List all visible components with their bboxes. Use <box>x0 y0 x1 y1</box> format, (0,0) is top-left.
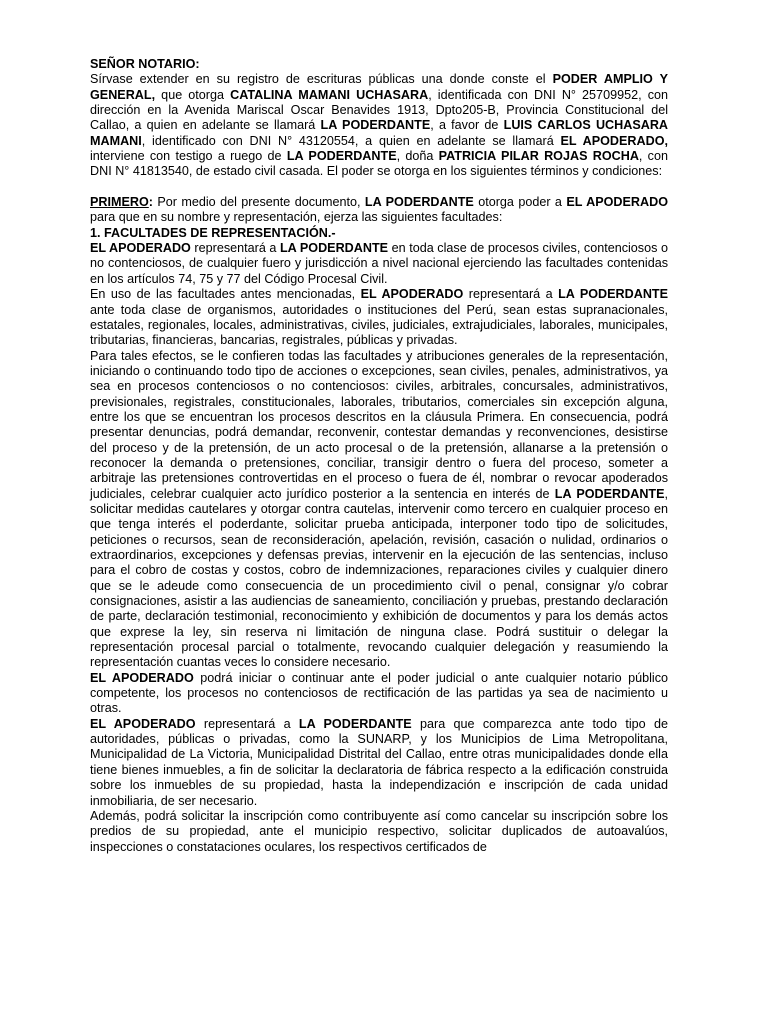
primero-label: PRIMERO <box>90 195 149 210</box>
intro-paragraph: Sírvase extender en su registro de escrituras públicas una donde conste el PODER AMPLIO Y GENERAL, que otorga CATALINA MAMANI UCHASARA, identificada con DNI N° 25709952, con dirección en la Avenida Mariscal Oscar Benavides 1913, Dpto205-B, Provincia Constitucional del Callao, a quien en adelante se llamará LA PODERDANTE, a favor de LUIS CARLOS UCHASARA MAMANI, identificado con DNI N° 43120554, a quien en adelante se llamará EL APODERADO, interviene con testigo a ruego de LA PODERDANTE, doña PATRICIA PILAR ROJAS ROCHA, con DNI N° 41813540, de estado civil casada. El poder se otorga en los siguientes términos y condiciones: <box>90 72 669 179</box>
document-page <box>90 57 668 855</box>
primero-paragraph: PRIMERO: Por medio del presente documento, LA PODERDANTE otorga poder a EL APODERADO para que en su nombre y representación, ejerza las siguientes facultades: <box>90 195 669 225</box>
paragraph-1: EL APODERADO representará a LA PODERDANTE en toda clase de procesos civiles, contenciosos o no contenciosos, de cualquier fuero y jurisdicción a nivel nacional ejerciendo las facultades contenidas en los artículos 74, 75 y 77 del Código Procesal Civil. <box>90 241 668 286</box>
paragraph-2: En uso de las facultades antes mencionadas, EL APODERADO representará a LA PODERDANTE ante toda clase de organismos, autoridades o instituciones del Perú, sean estas supranacionales, estatales, regionales, locales, administrativas, civiles, judiciales, extrajudiciales, laborales, municipales, tributarias, financieras, bancarias, registrales, públicas y privadas. <box>90 287 669 348</box>
salutation: SEÑOR NOTARIO: <box>90 57 200 71</box>
paragraph-5: EL APODERADO representará a LA PODERDANTE para que comparezca ante todo tipo de autoridades, públicas o privadas, como la SUNARP, y los Municipios de Lima Metropolitana, Municipalidad de La Victoria, Municipalidad Distrital del Callao, entre otras municipalidades donde ella tiene bienes inmuebles, a fin de solicitar la declaratoria de fábrica respecto a la edificación construida sobre los inmuebles de su propiedad, hasta la independización e inscripción de cada unidad inmobiliaria, de ser necesario. <box>90 716 668 808</box>
paragraph-3: Para tales efectos, se le confieren todas las facultades y atribuciones generales de la representación, iniciando o continuando todo tipo de acciones o excepciones, sean civiles, penales, administrativos, ya sea en procesos contenciosos o no contenciosos: civiles, arbitrales, concursales, administrativos, previsionales, registrales, constitucionales, laborales, tributarios, comerciales sin excepción alguna, entre los que se encuentran los procesos descritos en la cláusula Primera. En consecuencia, podrá presentar denuncias, podrá demandar, reconvenir, contestar demandas y reconvenciones, desistirse del proceso y de la pretensión, de un acto procesal o de la pretensión, allanarse a la pretensión o reconocer la demanda o pretensiones, conciliar, transigir dentro o fuera del proceso, someter a arbitraje las pretensiones controvertidas en el proceso o fuera de él, nombrar o revocar apoderados judiciales, celebrar cualquier acto jurídico posterior a la sentencia en interés de LA PODERDANTE, solicitar medidas cautelares y otorgar contra cautelas, intervenir como tercero en cualquier proceso en que tenga interés el poderdante, solicitar prueba anticipada, interponer todo tipo de solicitudes, peticiones o recursos, sean de reconsideración, apelación, revisión, casación o nulidad, ordinarios o extraordinarios, excepciones y defensas previas, intervenir en la ejecución de las sentencias, incluso para el cobro de costas y costos, cobro de indemnizaciones, reparaciones civiles y cualquier dinero que se le adeude como consecuencia de un procedimiento civil o penal, consignar y/o cobrar consignaciones, asistir a las audiencias de saneamiento, conciliación y pruebas, prestando declaración de parte, declaración testimonial, reconocimiento y exhibición de documentos y para los demás actos que exprese la ley, sin reserva ni limitación de ninguna clase. Podrá sustituir o delegar la representación procesal parcial o totalmente, revocando cualquier delegación y reasumiendo la representación cuantas veces lo considere necesario. <box>90 348 669 670</box>
section-title: 1. FACULTADES DE REPRESENTACIÓN.- <box>90 225 336 240</box>
paragraph-4: EL APODERADO podrá iniciar o continuar ante el poder judicial o ante cualquier notario público competente, los procesos no contenciosos de rectificación de las partidas ya sea de nacimiento u otras. <box>90 670 668 716</box>
paragraph-6: Además, podrá solicitar la inscripción como contribuyente así como cancelar su inscripción sobre los predios de su propiedad, ante el municipio respectivo, solicitar duplicados de autoavalúos, inspecciones o constataciones oculares, los respectivos certificados de <box>90 808 668 854</box>
paragraph-gap <box>90 180 668 195</box>
